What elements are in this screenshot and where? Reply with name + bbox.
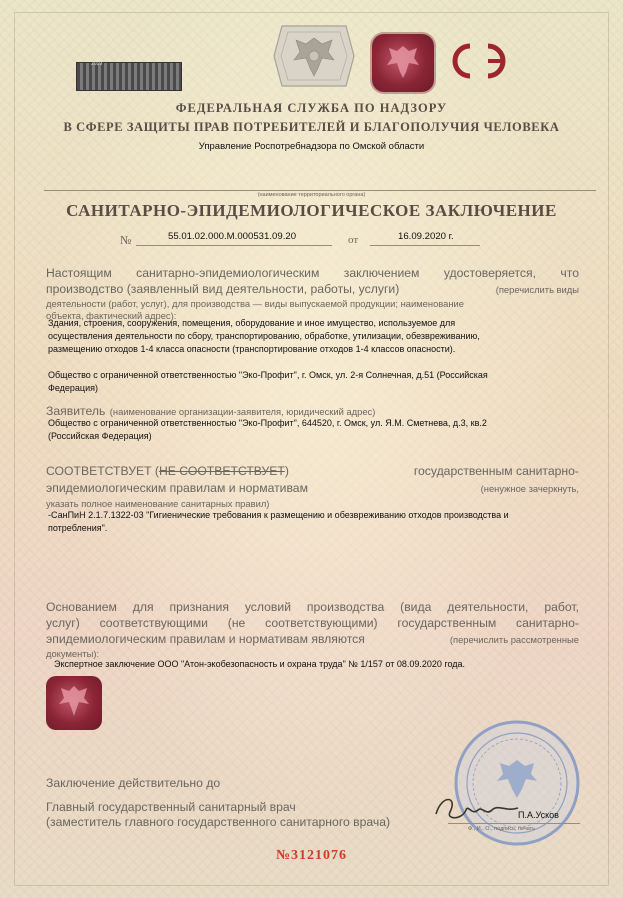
activity-line-1: Здания, строения, сооружения, помещения, оборудование и иное имущество, используемое для — [48, 318, 456, 328]
object-line-2: Федерация) — [48, 383, 98, 393]
red-seal-hologram-bottom — [46, 676, 102, 730]
intro-line-2b: (перечислить виды — [495, 284, 579, 295]
document-number: 55.01.02.000.М.000531.09.20 — [168, 231, 297, 242]
rules-line-b: (ненужное зачеркнуть, — [480, 483, 579, 494]
intro-line-1: Настоящим санитарно-эпидемиологическим заключением удостоверяется, что — [46, 266, 579, 280]
basis-line-1: Основанием для признания условий производства (вида деятельности, работ, — [46, 600, 579, 614]
date-underline — [370, 245, 480, 246]
basis-line-3 — [46, 632, 579, 646]
basis-line-3a: эпидемиологическим правилам и нормативам являются — [46, 632, 365, 646]
document-title: САНИТАРНО-ЭПИДЕМИОЛОГИЧЕСКОЕ ЗАКЛЮЧЕНИЕ — [66, 201, 557, 220]
conform-paren-open: ( — [154, 464, 159, 478]
se-logo — [448, 38, 512, 84]
activity-line-3: размещению отходов 1-4 класса опасности (транспортирование отходов 1-4 классов опасности). — [48, 344, 456, 354]
applicant-line-2: (Российская Федерация) — [48, 431, 152, 441]
basis-line-3b: (перечислить рассмотренные — [449, 634, 579, 645]
office-caption: (наименование территориального органа) — [257, 192, 366, 198]
object-line-1: Общество с ограниченной ответственностью "Эко-Профит", г. Омск, ул. 2-я Солнечная, д.51 (Российская — [48, 370, 488, 380]
intro-line-2a: производство (заявленный вид деятельности, работы, услуги) — [46, 282, 400, 296]
signatory-name: П.А.Усков — [518, 810, 559, 820]
basis-line-2: услуг) соответствующими (не соответствующими) государственным санитарно- — [46, 616, 579, 630]
hologram-text: 2019 — [91, 61, 103, 67]
intro-line-3: деятельности (работ, услуг), для производства — виды выпускаемой продукции; наименование — [46, 298, 464, 309]
agency-line-1: ФЕДЕРАЛЬНАЯ СЛУЖБА ПО НАДЗОРУ — [175, 101, 448, 115]
valid-until-label: Заключение действительно до — [46, 776, 221, 790]
conformity-line-1 — [46, 464, 579, 478]
office-underline — [44, 190, 596, 191]
conform-rest: государственным санитарно- — [413, 464, 579, 478]
signatory-caption: Ф., И., О., подпись, печать — [468, 826, 536, 832]
serial-number — [0, 848, 623, 864]
activity-line-2: осуществления деятельности по сбору, транспортированию, обработке, утилизации, обезвреживанию, — [48, 331, 480, 341]
serial-value: 3121076 — [291, 848, 348, 863]
rules-line — [46, 481, 579, 495]
rules-line-a: эпидемиологическим правилам и нормативам — [46, 481, 308, 495]
intro-line-2 — [46, 282, 579, 296]
number-underline — [136, 245, 332, 246]
sanpin-line-1: -СанПиН 2.1.7.1322-03 "Гигиенические требования к размещению и обезвреживанию отходов производства и — [48, 510, 509, 520]
applicant-label: Заявитель — [46, 404, 106, 418]
applicant-line-1: Общество с ограниченной ответственностью "Эко-Профит", 644520, г. Омск, ул. Я.М. Сметнева, д.3, кв.2 — [48, 418, 487, 428]
applicant-hint: (наименование организации-заявителя, юридический адрес) — [109, 406, 376, 417]
sanpin-line-2: потребления". — [48, 523, 108, 533]
signature-underline — [448, 823, 580, 824]
conform-paren-close: ) — [284, 464, 289, 478]
basis-line-4: документы): — [46, 648, 100, 659]
conform-word: СООТВЕТСТВУЕТ — [46, 464, 152, 478]
handwritten-signature — [432, 790, 522, 830]
number-label: № — [120, 233, 132, 247]
date-label: от — [348, 234, 359, 246]
agency-line-2: В СФЕРЕ ЗАЩИТЫ ПРАВ ПОТРЕБИТЕЛЕЙ И БЛАГОПОЛУЧИЯ ЧЕЛОВЕКА — [63, 120, 560, 134]
serial-prefix: № — [275, 848, 292, 863]
red-seal-hologram — [372, 34, 434, 92]
conformity-verdict — [46, 464, 289, 478]
expert-conclusion: Экспертное заключение ООО "Атон-экобезопасность и охрана труда" № 1/157 от 08.09.2020 года. — [54, 659, 466, 669]
chief-doctor-line-2: (заместитель главного государственного санитарного врача) — [46, 815, 391, 829]
not-conform-struck: НЕ СООТВЕТСТВУЕТ — [158, 464, 285, 478]
rules-hint: указать полное наименование санитарных правил) — [46, 498, 270, 509]
intro-line-4: объекта, фактический адрес): — [46, 310, 177, 321]
coat-of-arms-emblem — [272, 20, 356, 92]
regional-office: Управление Роспотребнадзора по Омской области — [198, 141, 425, 152]
chief-doctor-line-1: Главный государственный санитарный врач — [46, 800, 296, 814]
document-date: 16.09.2020 г. — [398, 231, 454, 242]
hologram-strip — [76, 62, 182, 91]
